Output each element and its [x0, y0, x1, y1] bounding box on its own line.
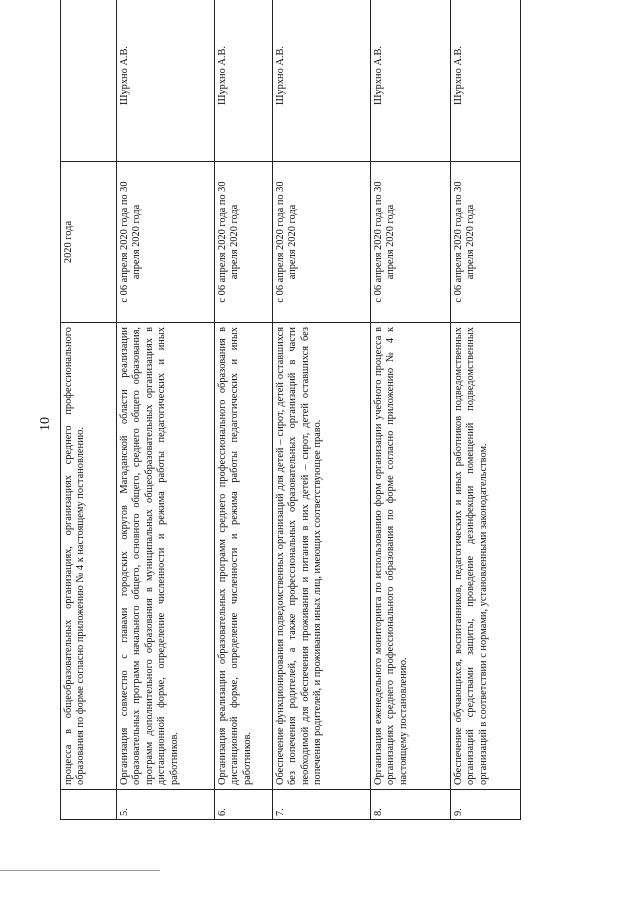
footer-divider [0, 870, 160, 871]
table-row [273, 0, 371, 820]
description-cell: Организация реализации образовательных программ среднего профессионального образования в дистанционной форме, определение численности и режима работы педагогических и иных работников. [215, 323, 273, 790]
term-cell: с 06 апреля 2020 года по 30 апреля 2020 года [273, 162, 371, 323]
term-cell: с 06 апреля 2020 года по 30 апреля 2020 года [215, 162, 273, 323]
table-row-continuation [61, 0, 117, 820]
row-number-cell [61, 790, 117, 820]
term-cell: с 06 апреля 2020 года по 30 апреля 2020 года [117, 162, 215, 323]
term-cell: с 06 апреля 2020 года по 30 апреля 2020 года [451, 162, 521, 323]
responsible-cell [61, 0, 117, 162]
page-number: 10 [38, 417, 53, 431]
description-cell: Обеспечение обучающихся, воспитанников, педагогических и иных работников подведомственных организаций средствами защиты, проведение дезинфекции помещений подведомственных организаций в соответствии с нормами, установленными законодательством. [451, 323, 521, 790]
responsible-cell: Шурхно А.В. [371, 0, 451, 162]
responsible-cell: Шурхно А.В. [117, 0, 215, 162]
responsible-cell: Шурхно А.В. [273, 0, 371, 162]
row-number-cell: 9. [451, 790, 521, 820]
description-cell: Организация совместно с главами городских округов Магаданской области реализации образовательных программ начального общего, основного общего, среднего общего образования, программ дополнительного образования в муниципальных общеобразовательных организациях в дистанционной форме, определение численности и режима работы педагогических и иных работников. [117, 323, 215, 790]
description-cell: Обеспечение функционирования подведомственных организаций для детей – сирот, детей оставшихся без попечения родителей, а также профессиональных образовательных организаций в части необходимой для обеспечения проживания и питания в них детей – сирот, детей оставшихся без попечения родителей, и проживания иных лиц, имеющих соответствующее право. [273, 323, 371, 790]
table-row [451, 0, 521, 820]
document-table-wrapper [60, 25, 520, 820]
responsible-cell: Шурхно А.В. [215, 0, 273, 162]
row-number-cell: 7. [273, 790, 371, 820]
measures-table [60, 0, 521, 820]
term-cell: 2020 года [61, 162, 117, 323]
responsible-cell: Шурхно А.В. [451, 0, 521, 162]
description-cell: процесса в общеобразовательных организациях, организациях среднего профессионального образования по форме согласно приложению № 4 к настоящему постановлению. [61, 323, 117, 790]
row-number-cell: 5. [117, 790, 215, 820]
row-number-cell: 6. [215, 790, 273, 820]
table-row [215, 0, 273, 820]
row-number-cell: 8. [371, 790, 451, 820]
description-cell: Организация еженедельного мониторинга по использованию форм организации учебного процесса в организациях среднего профессионального образования по форме согласно приложению № 4 к настоящему постановлению. [371, 323, 451, 790]
table-row [117, 0, 215, 820]
rotated-table-container [60, 25, 520, 820]
term-cell: с 06 апреля 2020 года по 30 апреля 2020 года [371, 162, 451, 323]
table-row [371, 0, 451, 820]
